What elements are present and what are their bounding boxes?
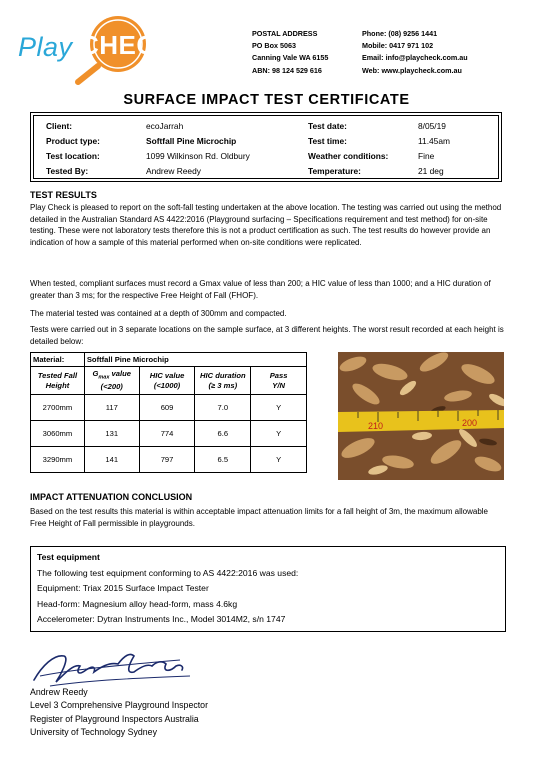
cell-height: 3290mm bbox=[31, 447, 85, 473]
material-row bbox=[31, 353, 307, 367]
results-paragraph-2: When tested, compliant surfaces must record a Gmax value of less than 200; a HIC value of less than 1000; and a HIC duration of greater than 3 ms; for the respective Free Height of Fall (FHOF). bbox=[30, 279, 491, 300]
client-value: ecoJarrah bbox=[146, 121, 184, 131]
signer-line: Register of Playground Inspectors Australia bbox=[30, 713, 199, 724]
header-gmax: $G_{max}$ value (<200) bbox=[84, 367, 139, 395]
header-duration: HIC duration (≥ 3 ms) bbox=[195, 367, 251, 395]
test-results-heading: TEST RESULTS bbox=[30, 190, 97, 200]
equipment-line: Accelerometer: Dytran Instruments Inc., Model 3014M2, s/n 1747 bbox=[37, 614, 286, 625]
cell-pass: Y bbox=[251, 421, 307, 447]
material-label: Material: bbox=[31, 353, 85, 367]
postal-heading: POSTAL ADDRESS bbox=[252, 29, 318, 38]
logo-play-text: Play bbox=[18, 32, 73, 62]
temp-value: 21 deg bbox=[418, 166, 444, 176]
header-hic: HIC value (<1000) bbox=[139, 367, 195, 395]
cell-pass: Y bbox=[251, 395, 307, 421]
date-label: Test date: bbox=[308, 121, 347, 131]
pine-chips-image bbox=[338, 352, 504, 480]
cell-duration: 7.0 bbox=[195, 395, 251, 421]
cell-height: 3060mm bbox=[31, 421, 85, 447]
location-value: 1099 Wilkinson Rd. Oldbury bbox=[146, 151, 250, 161]
contact-email: Email: info@playcheck.com.au bbox=[362, 53, 468, 63]
date-value: 8/05/19 bbox=[418, 121, 446, 131]
location-label: Test location: bbox=[46, 151, 100, 161]
conclusion-text: Based on the test results this material is within acceptable impact attenuation limits for a fall height of 3m, the maximum allowable Free Height of Fall permissible in playgrounds. bbox=[30, 507, 488, 528]
results-paragraph-1: Play Check is pleased to report on the soft-fall testing undertaken at the above location. The testing was carried out using the method detailed in the Australian Standard AS 4422:2016 (Playground surfacing – Specifications requirement and test method) for on-site testing. These were not laboratory tests therefore this is not a product certification as such. The test results do however provide an indication of how a sample of this material performed when on-site conditions were replicated. bbox=[30, 203, 502, 247]
contact-mobile: Mobile: 0417 971 102 bbox=[362, 41, 434, 51]
temp-label: Temperature: bbox=[308, 166, 361, 176]
contact-phone: Phone: (08) 9256 1441 bbox=[362, 29, 438, 38]
table-header-row bbox=[31, 367, 307, 395]
cell-pass: Y bbox=[251, 447, 307, 473]
table-row bbox=[31, 421, 307, 447]
cell-hic: 797 bbox=[139, 447, 195, 473]
signer-name: Andrew Reedy bbox=[30, 687, 88, 697]
equipment-line: Equipment: Triax 2015 Surface Impact Tester bbox=[37, 583, 209, 594]
table-row bbox=[31, 447, 307, 473]
weather-label: Weather conditions: bbox=[308, 151, 389, 161]
conclusion-heading: IMPACT ATTENUATION CONCLUSION bbox=[30, 492, 193, 502]
cell-duration: 6.6 bbox=[195, 421, 251, 447]
signer-block bbox=[30, 686, 208, 740]
signer-line: University of Technology Sydney bbox=[30, 727, 157, 738]
client-label: Client: bbox=[46, 121, 73, 131]
equipment-line: The following test equipment conforming to AS 4422:2016 was used: bbox=[37, 567, 299, 578]
time-value: 11.45am bbox=[418, 136, 450, 146]
cell-gmax: 131 bbox=[84, 421, 139, 447]
postal-line: ABN: 98 124 529 616 bbox=[252, 65, 322, 75]
contact-web: Web: www.playcheck.com.au bbox=[362, 65, 462, 75]
tape-mark-210: 210 bbox=[368, 421, 384, 431]
cell-hic: 774 bbox=[139, 421, 195, 447]
results-paragraph-4: Tests were carried out in 3 separate locations on the sample surface, at 3 different heights. The worst result recorded at each height is detailed below: bbox=[30, 325, 504, 346]
header-pass: Pass Y/N bbox=[251, 367, 307, 395]
info-box bbox=[30, 112, 502, 182]
product-label: Product type: bbox=[46, 136, 100, 146]
cell-gmax: 117 bbox=[84, 395, 139, 421]
playcheck-logo bbox=[14, 10, 175, 85]
postal-line: PO Box 5063 bbox=[252, 41, 296, 51]
equipment-heading: Test equipment bbox=[37, 552, 100, 562]
results-table bbox=[30, 352, 307, 473]
sample-photo bbox=[338, 352, 504, 480]
contact-details bbox=[362, 28, 468, 77]
weather-value: Fine bbox=[418, 151, 435, 161]
postal-line: Canning Vale WA 6155 bbox=[252, 53, 329, 63]
certificate-title: SURFACE IMPACT TEST CERTIFICATE bbox=[123, 92, 410, 108]
equipment-line: Head-form: Magnesium alloy head-form, mass 4.6kg bbox=[37, 598, 238, 609]
tested-by-label: Tested By: bbox=[46, 166, 89, 176]
signature bbox=[30, 636, 200, 692]
time-label: Test time: bbox=[308, 136, 347, 146]
test-equipment-box bbox=[30, 546, 506, 632]
tape-mark-200: 200 bbox=[462, 418, 478, 428]
cell-duration: 6.5 bbox=[195, 447, 251, 473]
postal-address bbox=[252, 28, 328, 77]
cell-height: 2700mm bbox=[31, 395, 85, 421]
cell-gmax: 141 bbox=[84, 447, 139, 473]
product-value: Softfall Pine Microchip bbox=[146, 136, 237, 146]
signer-line: Level 3 Comprehensive Playground Inspector bbox=[30, 700, 208, 711]
table-row bbox=[31, 395, 307, 421]
logo-check-text: CHECK bbox=[80, 30, 175, 60]
header-height: Tested Fall Height bbox=[31, 367, 85, 395]
results-paragraph-3: The material tested was contained at a depth of 300mm and compacted. bbox=[30, 309, 287, 318]
cell-hic: 609 bbox=[139, 395, 195, 421]
tested-by-value: Andrew Reedy bbox=[146, 166, 201, 176]
material-value: Softfall Pine Microchip bbox=[84, 353, 306, 367]
